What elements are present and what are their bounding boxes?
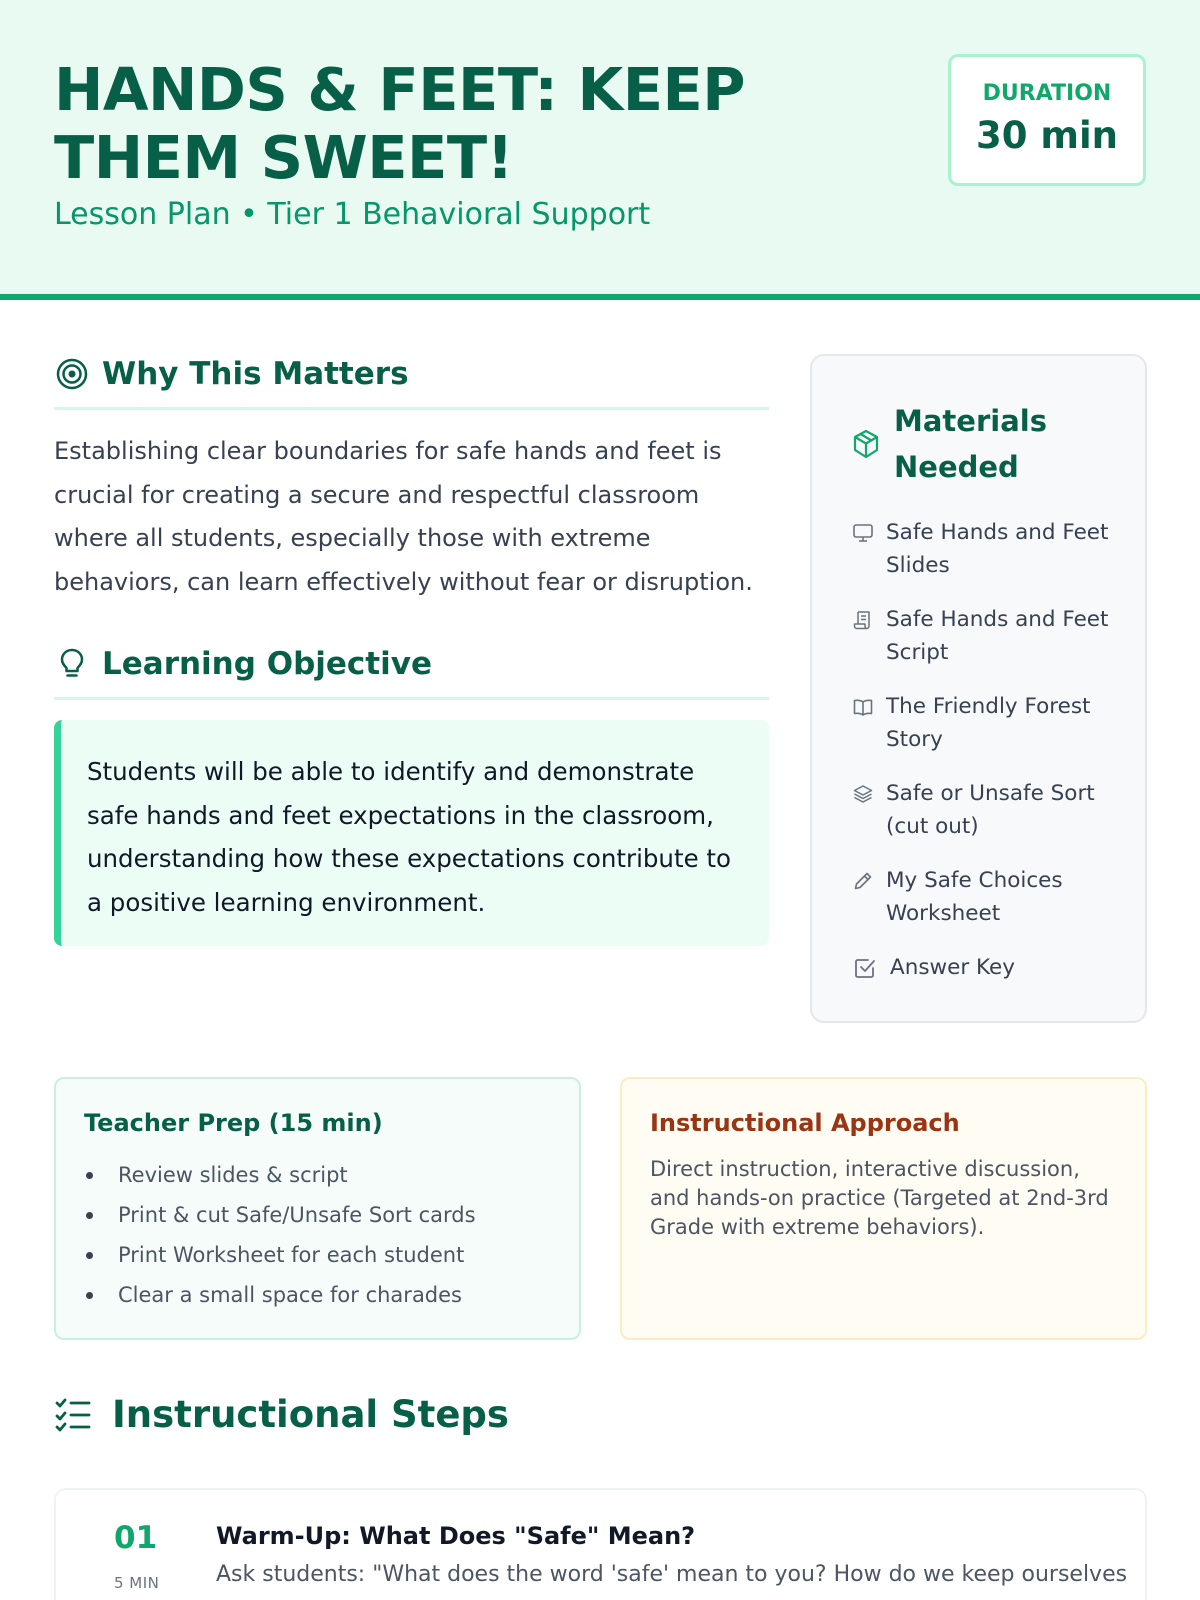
material-item (852, 603, 1122, 669)
duration-value: 30 min (976, 114, 1118, 157)
book-icon (852, 696, 874, 718)
material-label: Safe Hands and Feet Script (886, 607, 1109, 665)
layers-icon (852, 783, 874, 805)
step-number: 01 (114, 1520, 158, 1556)
check-square-icon (852, 955, 878, 981)
material-label: Safe Hands and Feet Slides (886, 520, 1109, 578)
why-text: Establishing clear boundaries for safe hands and feet is crucial for creating a secure and respectful classroom where all students, especially those with extreme behaviors, can learn effectively without fear or disruption. (54, 437, 753, 596)
material-label: The Friendly Forest Story (886, 694, 1091, 752)
page-header (0, 0, 1200, 300)
list-item: Review slides & script (84, 1155, 551, 1195)
objective-callout: Students will be able to identify and demonstrate safe hands and feet expectations in the classroom, understanding how these expectations contribute to a positive learning environment. (54, 720, 769, 946)
why-heading-text: Why This Matters (102, 355, 409, 392)
target-icon (54, 356, 90, 392)
page-subtitle: Lesson Plan • Tier 1 Behavioral Support (54, 197, 651, 232)
material-label: My Safe Choices Worksheet (886, 868, 1063, 926)
teacher-prep-card (54, 1077, 581, 1340)
script-icon (852, 609, 874, 631)
teacher-prep-heading: Teacher Prep (15 min) (84, 1109, 383, 1137)
lightbulb-icon (54, 646, 90, 682)
why-heading (54, 354, 769, 410)
material-item (852, 777, 1122, 843)
teacher-prep-list (84, 1155, 551, 1315)
instructional-approach-text: Direct instruction, interactive discussion, and hands-on practice (Targeted at 2nd-3rd Grade with extreme behaviors). (650, 1157, 1109, 1239)
material-item (852, 690, 1122, 756)
pencil-icon (852, 870, 874, 892)
material-label: Answer Key (890, 955, 1016, 980)
material-label: Safe or Unsafe Sort (cut out) (886, 781, 1095, 839)
step-title: Warm-Up: What Does "Safe" Mean? (216, 1522, 696, 1550)
duration-label: DURATION (982, 81, 1112, 106)
steps-heading (54, 1393, 509, 1436)
materials-heading-text: Materials Needed (894, 404, 1047, 484)
step-duration: 5 MIN (114, 1574, 160, 1592)
package-icon (852, 429, 882, 459)
step-card (54, 1488, 1147, 1600)
steps-heading-text: Instructional Steps (112, 1393, 509, 1436)
checklist-icon (54, 1395, 94, 1435)
objective-heading-text: Learning Objective (102, 645, 432, 682)
list-item: Print Worksheet for each student (84, 1235, 551, 1275)
list-item: Clear a small space for charades (84, 1275, 551, 1315)
material-item (852, 864, 1122, 930)
materials-panel (810, 354, 1147, 1023)
step-description: Ask students: "What does the word 'safe' mean to you? How do we keep ourselves (216, 1562, 1128, 1587)
materials-heading (852, 398, 1074, 490)
monitor-icon (852, 522, 874, 544)
list-item: Print & cut Safe/Unsafe Sort cards (84, 1195, 551, 1235)
page-title: HANDS & FEET: KEEP THEM SWEET! (54, 55, 746, 192)
instructional-approach-card (620, 1077, 1147, 1340)
instructional-approach-heading: Instructional Approach (650, 1109, 960, 1137)
duration-badge (948, 54, 1146, 186)
objective-heading (54, 644, 769, 700)
material-item (852, 516, 1122, 582)
material-item (852, 951, 1122, 984)
